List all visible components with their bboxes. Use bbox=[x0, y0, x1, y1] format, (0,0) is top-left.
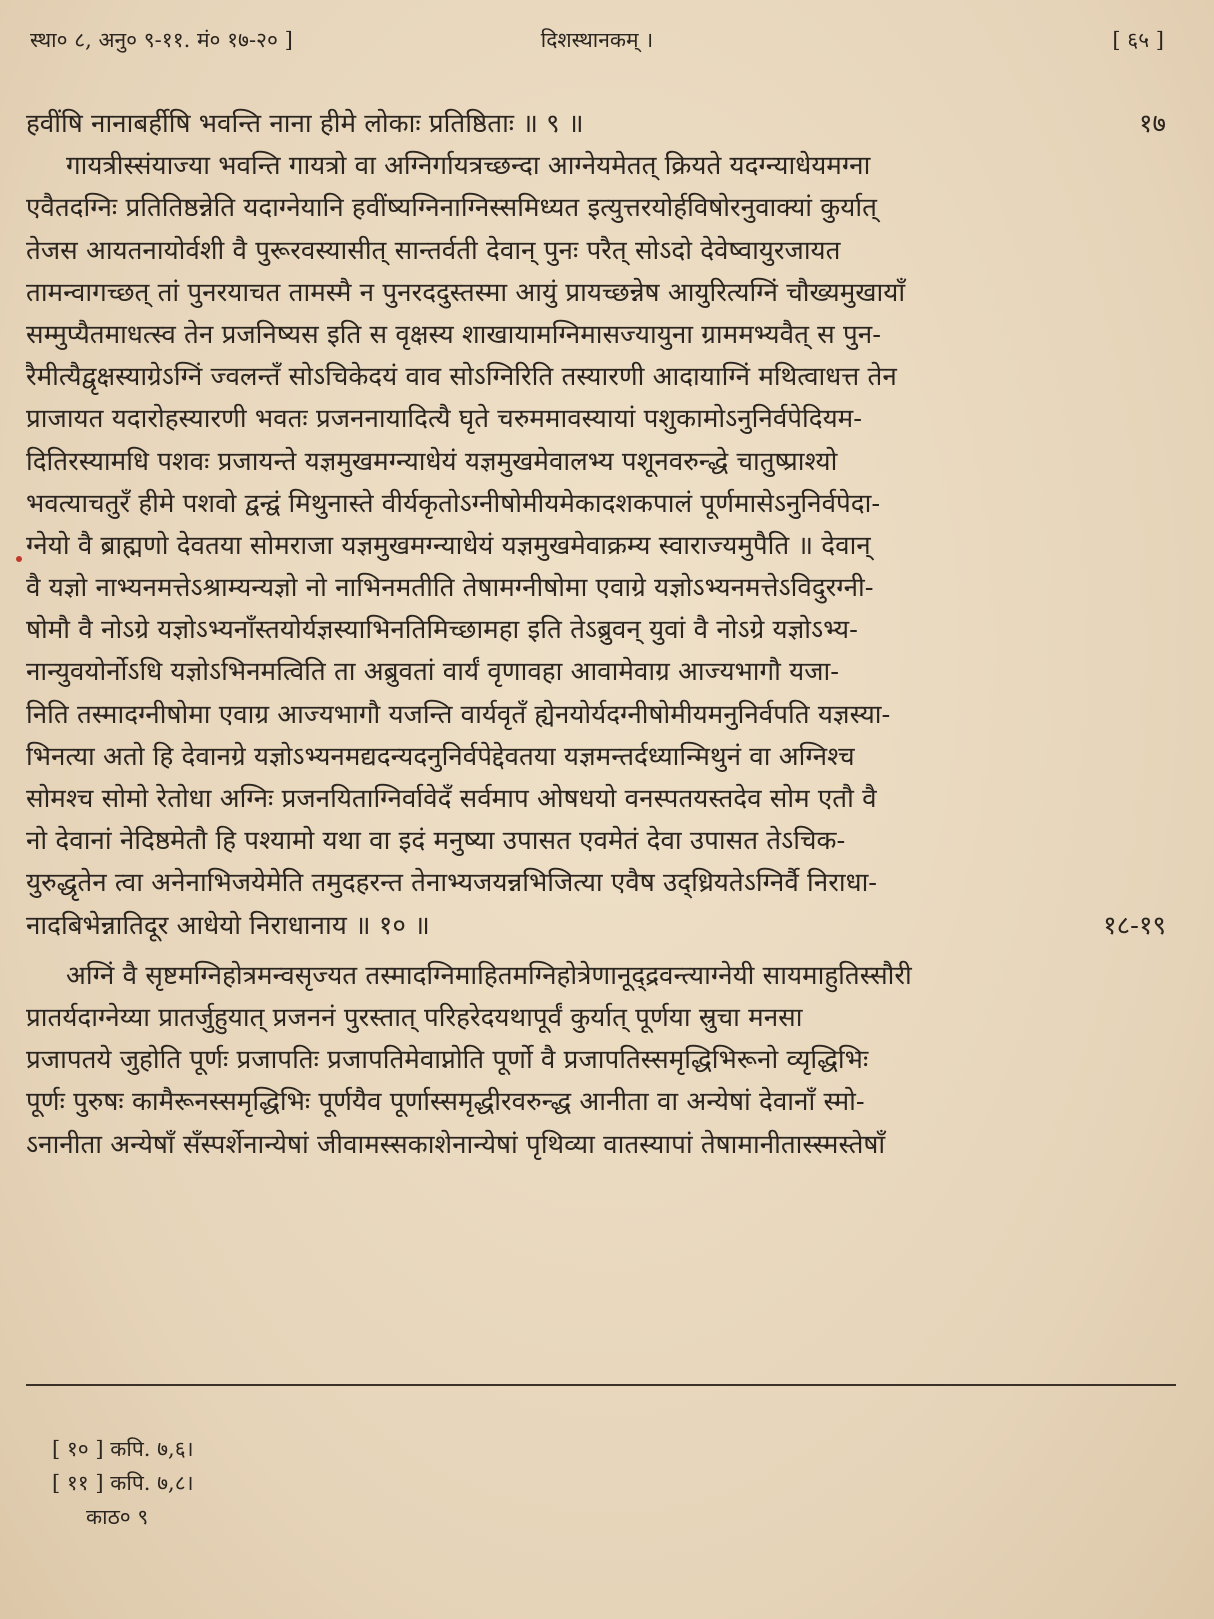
text-line bbox=[26, 145, 1166, 187]
line-text: भवत्याचतुरँ हीमे पशवो द्वन्द्वं मिथुनास्ते वीर्यकृतोऽग्नीषोमीयमेकादशकपालं पूर्णमासेऽनुनिर्वपेदा- bbox=[26, 488, 881, 519]
header-chapter-title: दिशस्थानकम् । bbox=[540, 28, 654, 52]
verse-number: १८-१९ bbox=[1103, 910, 1166, 941]
text-line bbox=[26, 862, 1166, 904]
footnote-divider bbox=[26, 1384, 1176, 1386]
text-line bbox=[26, 230, 1166, 272]
line-text: तामन्वागच्छत् तां पुनरयाचत तामस्मै न पुनरददुस्तस्मा आयुं प्रायच्छन्नेष आयुरित्यग्निं चौख्यमुखायाँ bbox=[26, 277, 906, 308]
line-text: निति तस्मादग्नीषोमा एवाग्र आज्यभागौ यजन्ति वार्यवृतँ ह्येनयोर्यदग्नीषोमीयमनुनिर्वपति यज्ञस्या- bbox=[26, 699, 891, 730]
text-line bbox=[26, 525, 1166, 567]
text-line bbox=[26, 694, 1166, 736]
line-text: रैमीत्यैद्वृक्षस्याग्रेऽग्निं ज्वलन्तँ सोऽचिकेदयं वाव सोऽग्निरिति तस्यारणी आदायाग्निं मथित्वाधत्त तेन bbox=[26, 362, 897, 393]
header-section-ref: स्था० ८, अनु० ९-११. मं० १७-२० ] bbox=[30, 28, 293, 52]
text-line bbox=[26, 651, 1166, 693]
line-text: एवैतदग्निः प्रतितिष्ठन्नेति यदाग्नेयानि हवींष्यग्निनाग्निस्समिध्यत इत्युत्तरयोर्हविषोरनुवाक्यां कुर्यात् bbox=[26, 193, 877, 224]
line-text: दितिरस्यामधि पशवः प्रजायन्ते यज्ञमुखमग्न्याधेयं यज्ञमुखमेवालभ्य पशूनवरुन्द्धे चातुष्प्राश्यो bbox=[26, 446, 838, 477]
text-line bbox=[26, 567, 1166, 609]
text-line bbox=[26, 778, 1166, 820]
text-line bbox=[26, 356, 1166, 398]
line-text: युरुद्धृतेन त्वा अनेनाभिजयेमेति तमुदहरन्त तेनाभ्यजयन्नभिजित्या एवैष उद्ध्रियतेऽग्निर्वै निराधा- bbox=[26, 868, 878, 899]
line-text: प्राजायत यदारोहस्यारणी भवतः प्रजननायादित्यै घृते चरुममावस्यायां पशुकामोऽनुनिर्वपेदियम- bbox=[26, 404, 863, 435]
line-text: तेजस आयतनायोर्वशी वै पुरूरवस्यासीत् सान्तर्वती देवान् पुनः परैत् सोऽदो देवेष्वायुरजायत bbox=[26, 235, 841, 266]
line-text: नो देवानां नेदिष्ठमेतौ हि पश्यामो यथा वा इदं मनुष्या उपासत एवमेतं देवा उपासत तेऽचिक- bbox=[26, 826, 846, 857]
line-text: अग्निं वै सृष्टमग्निहोत्रमन्वसृज्यत तस्मादग्निमाहितमग्निहोत्रेणानूद्द्रवन्त्याग्नेयी सायमाहुतिस्सौरी bbox=[66, 960, 912, 991]
text-line bbox=[26, 314, 1166, 356]
text-line bbox=[26, 103, 1166, 145]
line-text: षोमौ वै नोऽग्रे यज्ञोऽभ्यनाँस्तयोर्यज्ञस्याभिनतिमिच्छामहा इति तेऽब्रुवन् युवां वै नोऽग्रे यज्ञोऽभ्य- bbox=[26, 615, 858, 646]
line-text: नादबिभेन्नातिदूर आधेयो निराधानाय ॥ १० ॥ bbox=[26, 910, 430, 941]
text-line bbox=[26, 1039, 1166, 1081]
line-text: पूर्णः पुरुषः कामैरूनस्समृद्धिभिः पूर्णयैव पूर्णास्समृद्धीरवरुन्द्ध आनीता वा अन्येषां देवानाँ स्मो- bbox=[26, 1087, 865, 1118]
line-text: ग्नेयो वै ब्राह्मणो देवतया सोमराजा यज्ञमुखमग्न्याधेयं यज्ञमुखमेवाक्रम्य स्वाराज्यमुपैति ॥ देवान् bbox=[26, 530, 871, 561]
text-line bbox=[26, 955, 1166, 997]
margin-mark bbox=[16, 556, 22, 562]
footnote-item: [ ११ ] कपि. ७,८। bbox=[52, 1471, 194, 1495]
line-text: प्रजापतये जुहोति पूर्णः प्रजापतिः प्रजापतिमेवाप्नोति पूर्णो वै प्रजापतिस्समृद्धिभिरूनो व्यृद्धिभिः bbox=[26, 1045, 869, 1076]
text-line bbox=[26, 820, 1166, 862]
text-line bbox=[26, 398, 1166, 440]
line-text: ऽनानीता अन्येषाँ सँस्पर्शेनान्येषां जीवामस्सकाशेनान्येषां पृथिव्या वातस्यापां तेषामानीतास्स्मस्तेषाँ bbox=[26, 1129, 886, 1160]
text-line bbox=[26, 997, 1166, 1039]
footnote-item: [ १० ] कपि. ७,६। bbox=[52, 1437, 194, 1461]
line-text: हवींषि नानाबर्हीषि भवन्ति नाना हीमे लोकाः प्रतिष्ठिताः ॥ ९ ॥ bbox=[26, 109, 584, 139]
text-line bbox=[26, 736, 1166, 778]
text-line bbox=[26, 483, 1166, 525]
footnotes bbox=[52, 1432, 194, 1534]
text-line bbox=[26, 187, 1166, 229]
line-text: गायत्रीस्संयाज्या भवन्ति गायत्रो वा अग्निर्गायत्रच्छन्दा आग्नेयमेतत् क्रियते यदग्न्याधेयमग्ना bbox=[66, 151, 871, 182]
footnote-item: काठ० ९ bbox=[86, 1505, 149, 1529]
line-text: सम्मुप्यैतमाधत्स्व तेन प्रजनिष्यस इति स वृक्षस्य शाखायामग्निमासज्यायुना ग्राममभ्यवैत् स पुन- bbox=[26, 319, 882, 350]
page-number: [ ६५ ] bbox=[1112, 28, 1164, 52]
text-line bbox=[26, 905, 1166, 947]
text-line bbox=[26, 272, 1166, 314]
running-header bbox=[30, 26, 1164, 60]
main-text bbox=[26, 103, 1166, 1166]
text-line bbox=[26, 1124, 1166, 1166]
verse-number: १७ bbox=[1138, 109, 1166, 139]
line-text: नान्युवयोर्नोऽधि यज्ञोऽभिनमत्विति ता अब्रुवतां वार्यं वृणावहा आवामेवाग्र आज्यभागौ यजा- bbox=[26, 657, 840, 688]
text-line bbox=[26, 1081, 1166, 1123]
line-text: वै यज्ञो नाभ्यनमत्तेऽश्राम्यन्यज्ञो नो नाभिनमतीति तेषामग्नीषोमा एवाग्रे यज्ञोऽभ्यनमत्तेऽविदुरग्नी- bbox=[26, 573, 874, 604]
text-line bbox=[26, 609, 1166, 651]
line-text: भिनत्या अतो हि देवानग्रे यज्ञोऽभ्यनमद्यदन्यदनुनिर्वपेद्देवतया यज्ञमन्तर्दध्यान्मिथुनं वा अग्निश्च bbox=[26, 741, 855, 772]
paragraph-gap bbox=[26, 947, 1166, 955]
text-line bbox=[26, 441, 1166, 483]
line-text: प्रातर्यदाग्नेय्या प्रातर्जुहुयात् प्रजननं पुरस्तात् परिहरेदयथापूर्वं कुर्यात् पूर्णया स्रुचा मनसा bbox=[26, 1002, 803, 1033]
line-text: सोमश्च सोमो रेतोधा अग्निः प्रजनयिताग्निर्वावेदँ सर्वमाप ओषधयो वनस्पतयस्तदेव सोम एतौ वै bbox=[26, 784, 877, 814]
